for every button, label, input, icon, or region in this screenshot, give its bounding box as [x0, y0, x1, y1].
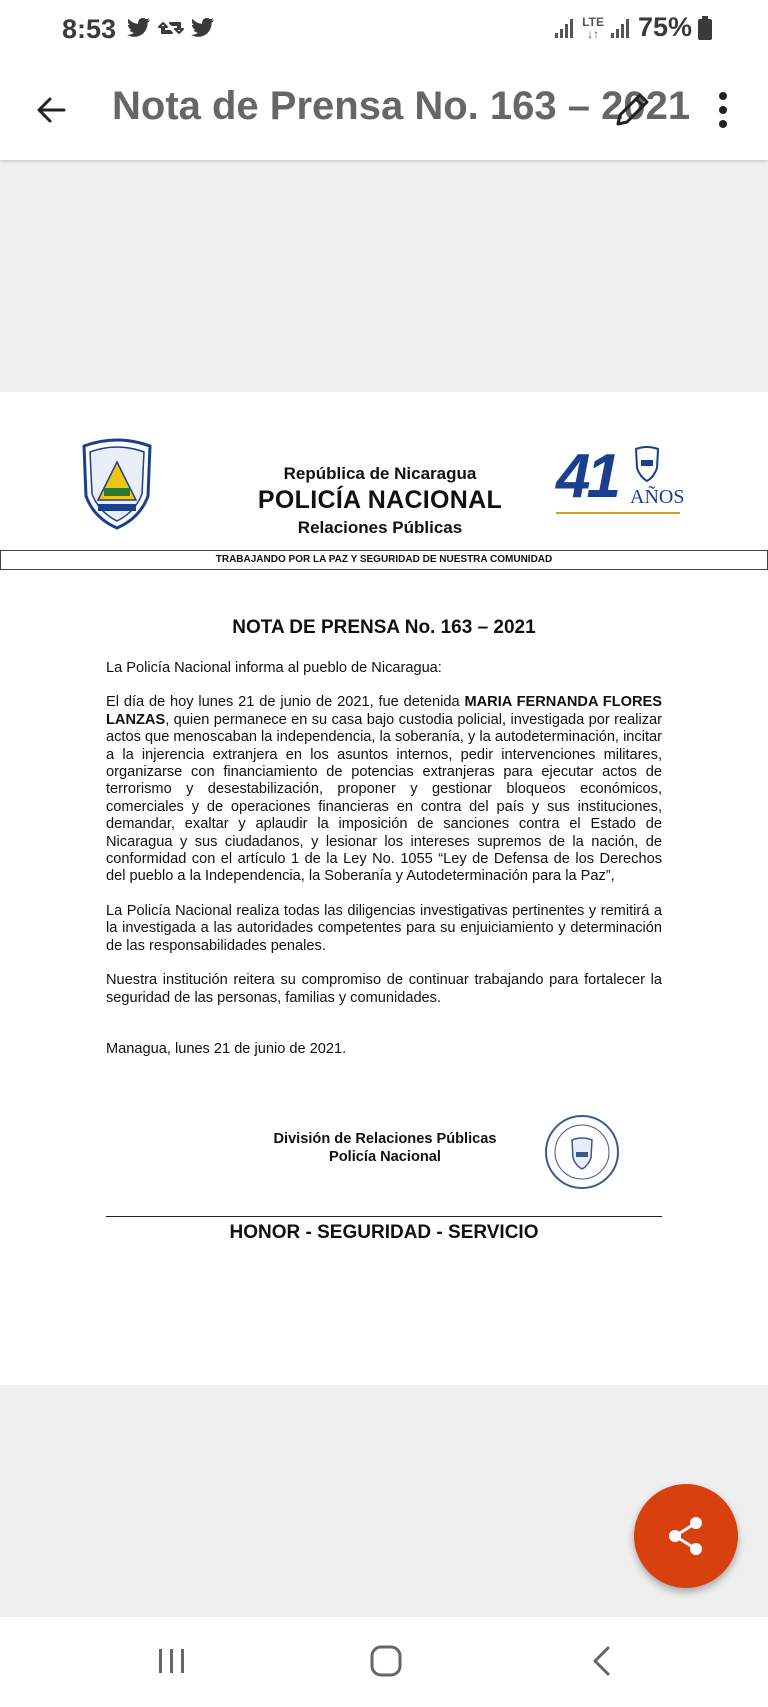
anniversary-underline: [556, 512, 680, 514]
signature-division: División de Relaciones Públicas: [273, 1131, 497, 1147]
signal-icon: [554, 17, 576, 39]
paragraph-2: La Policía Nacional realiza todas las diligencias investigativas pertinentes y remitirá a la investigada a las autoridades competentes para su enjuiciamiento y determinación de las responsabilidades penales.: [106, 902, 662, 954]
notification-icons: [126, 16, 216, 40]
battery-percent: 75%: [637, 12, 692, 42]
dateline: Managua, lunes 21 de junio de 2021.: [106, 1040, 347, 1057]
letterhead-department: Relaciones Públicas: [297, 518, 463, 537]
detainee-name: MARIA FERNANDA FLORES LANZAS: [106, 694, 662, 728]
share-icon: [664, 1514, 708, 1558]
letterhead-country: República de Nicaragua: [283, 464, 477, 483]
pencil-icon: [610, 86, 656, 132]
status-bar: [0, 0, 768, 60]
press-release-body: [106, 660, 662, 1075]
more-vertical-icon: [706, 88, 740, 132]
home-icon[interactable]: [368, 1643, 404, 1679]
twitter-icon: [126, 16, 152, 40]
navigation-bar: [0, 1617, 768, 1707]
share-button[interactable]: [634, 1484, 738, 1588]
signature-block: [250, 1130, 520, 1166]
anniversary-number: 41: [556, 442, 617, 511]
policia-nacional-shield-logo: [80, 438, 154, 530]
footer-divider: [106, 1216, 662, 1217]
more-options-button[interactable]: [706, 88, 740, 132]
document-page: [0, 392, 768, 1385]
battery-icon: [698, 16, 712, 40]
jefatura-seal-stamp: [544, 1114, 620, 1190]
intro-paragraph: La Policía Nacional informa al pueblo de Nicaragua:: [106, 660, 442, 676]
arrow-left-icon: [30, 88, 74, 132]
paragraph-1: El día de hoy lunes 21 de junio de 2021, fue detenida MARIA FERNANDA FLORES LANZAS, quien permanece en su casa bajo custodia policial, investigada por realizar actos que menoscaban la independencia, la soberanía, y la autodeterminación, incitar a la injerencia extranjera en los asuntos internos, pedir intervenciones militares, organizarse con financiamiento de potencias extranjeras para ejecutar actos de terrorismo y desestabilización, proponer y gestionar bloqueos económicos, comerciales y de operaciones financieras en contra del país y sus instituciones, demandar, exaltar y aplaudir la imposición de sanciones contra el Estado de Nicaragua y sus ciudadanos, y lesionar los intereses supremos de la nación, de conformidad con el artículo 1 de la Ley No. 1055 “Ley de Defensa de los Derechos del pueblo a la Independencia, la Soberanía y Autodeterminación para la Paz”,: [106, 694, 662, 885]
status-time: 8:53: [62, 14, 117, 44]
letterhead-title: [210, 464, 550, 538]
back-icon[interactable]: [586, 1645, 618, 1677]
signature-institution: Policía Nacional: [329, 1149, 441, 1165]
paragraph-3: Nuestra institución reitera su compromiso de continuar trabajando para fortalecer la seguridad de las personas, familias y comunidades.: [106, 972, 662, 1006]
footer-motto: HONOR - SEGURIDAD - SERVICIO: [229, 1222, 539, 1243]
letterhead-institution: POLICÍA NACIONAL: [257, 486, 503, 514]
document-title: Nota de Prensa No. 163 – 2021: [112, 84, 691, 128]
letterhead-motto: TRABAJANDO POR LA PAZ Y SEGURIDAD DE NUESTRA COMUNIDAD: [0, 550, 768, 570]
back-button[interactable]: [30, 88, 74, 132]
recent-apps-icon[interactable]: [156, 1645, 188, 1677]
anniversary-logo: [556, 442, 685, 518]
anniversary-word: AÑOS: [630, 486, 685, 508]
small-shield-icon: [634, 446, 660, 482]
twitter-icon: [190, 16, 216, 40]
press-release-title: NOTA DE PRENSA No. 163 – 2021: [232, 617, 536, 638]
signal-icon: [610, 17, 632, 39]
app-bar: [0, 60, 768, 160]
system-indicators: [554, 12, 712, 43]
edit-button[interactable]: [610, 86, 656, 132]
network-type: LTE ↓↑: [582, 14, 604, 41]
retweet-icon: [158, 16, 184, 40]
